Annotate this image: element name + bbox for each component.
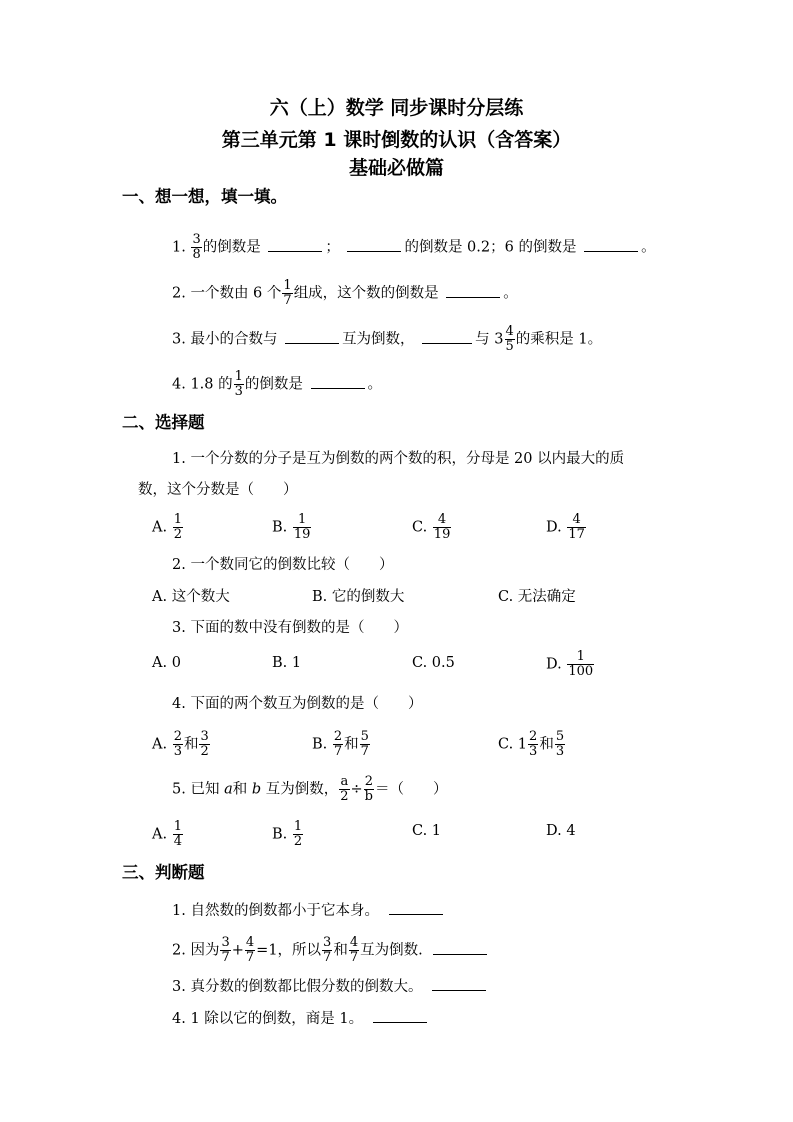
- fraction: $\frac{5}{7}$: [360, 729, 369, 759]
- s1-question-3: 3. 最小的合数与 互为倒数， 与 3 $\frac{4}{5}$ 的乘积是 1。: [172, 324, 603, 354]
- s1-question-4: 4. 1.8 的 $\frac{1}{3}$ 的倒数是 。: [172, 369, 383, 399]
- answer-blank[interactable]: [285, 329, 339, 344]
- fraction: $\frac{1}{2}$: [173, 512, 182, 542]
- section-1-title: 一、想一想，填一填。: [122, 187, 287, 206]
- answer-blank[interactable]: [347, 237, 401, 252]
- title-line-3: 基础必做篇: [348, 157, 444, 179]
- s2-q2-text: 2. 一个数同它的倒数比较（ ）: [172, 557, 394, 573]
- fraction: $\frac{2}{3}$: [173, 729, 182, 759]
- s3-question-2: 2. 因为 $\frac{3}{7}$ + $\frac{4}{7}$ =1，所以 $\frac{3}{7}$ 和 $\frac{4}{7}$ 互为倒数.: [172, 936, 490, 965]
- fraction: $\frac{4}{19}$: [433, 512, 451, 542]
- fraction: $\frac{2}{7}$: [333, 729, 343, 759]
- s3-question-4: 4. 1 除以它的倒数，商是 1。: [172, 1008, 430, 1028]
- s2-q4-option-c[interactable]: C. 1 $\frac{2}{3}$ 和 $\frac{5}{3}$: [498, 729, 565, 759]
- fraction: $\frac{4}{17}$: [568, 512, 585, 542]
- s2-q2-option-a[interactable]: A. 这个数大: [152, 589, 230, 605]
- s2-q2-option-c[interactable]: C. 无法确定: [498, 589, 576, 605]
- s1-question-1: 1. $\frac{3}{8}$ 的倒数是 ； 的倒数是 0.2；6 的倒数是 。: [172, 232, 656, 262]
- s2-q1-option-d[interactable]: D. $\frac{4}{17}$: [546, 512, 585, 542]
- s2-q3-option-b[interactable]: B. 1: [272, 655, 302, 671]
- fraction: $\frac{3}{7}$: [221, 935, 230, 965]
- s2-q3-option-c[interactable]: C. 0.5: [412, 655, 455, 671]
- fraction: $\frac{1}{4}$: [173, 819, 182, 849]
- fraction: $\frac{1}{100}$: [568, 649, 594, 679]
- s3-question-1: 1. 自然数的倒数都小于它本身。: [172, 900, 446, 920]
- fraction: $\frac{3}{8}$: [192, 232, 201, 262]
- s2-q1-option-c[interactable]: C. $\frac{4}{19}$: [412, 512, 451, 542]
- s2-q4-option-a[interactable]: A. $\frac{2}{3}$ 和 $\frac{3}{2}$: [152, 729, 209, 759]
- answer-blank[interactable]: [389, 900, 443, 915]
- s2-q5-text: 5. 已知 a和 b 互为倒数， $\frac{a}{2}$ ÷ $\frac{2}{b}$ ＝（ ）: [172, 774, 448, 804]
- fraction: $\frac{1}{2}$: [293, 819, 303, 849]
- fraction: $\frac{1}{19}$: [293, 512, 311, 542]
- s2-q1-option-a[interactable]: A. $\frac{1}{2}$: [152, 512, 182, 542]
- s2-q5-option-c[interactable]: C. 1: [412, 823, 442, 839]
- s2-q3-option-d[interactable]: D. $\frac{1}{100}$: [546, 649, 594, 679]
- s2-q5-option-b[interactable]: B. $\frac{1}{2}$: [272, 819, 303, 849]
- s2-q2-option-b[interactable]: B. 它的倒数大: [312, 589, 405, 605]
- fraction: $\frac{3}{2}$: [200, 729, 209, 759]
- s2-q3-text: 3. 下面的数中没有倒数的是（ ）: [172, 620, 408, 636]
- s3-question-3: 3. 真分数的倒数都比假分数的倒数大。: [172, 976, 489, 996]
- title-line-1: 六（上）数学 同步课时分层练: [269, 97, 524, 119]
- answer-blank[interactable]: [584, 237, 638, 252]
- answer-blank[interactable]: [446, 283, 500, 298]
- answer-blank[interactable]: [422, 329, 472, 344]
- s2-q5-option-a[interactable]: A. $\frac{1}{4}$: [152, 819, 182, 849]
- s2-q1-option-b[interactable]: B. $\frac{1}{19}$: [272, 512, 311, 542]
- answer-blank[interactable]: [432, 976, 486, 991]
- section-2-title: 二、选择题: [122, 413, 205, 432]
- fraction: $\frac{4}{7}$: [349, 935, 359, 965]
- section-3-title: 三、判断题: [122, 863, 205, 882]
- fraction: $\frac{2}{b}$: [364, 774, 373, 804]
- fraction: $\frac{1}{3}$: [234, 369, 243, 399]
- answer-blank[interactable]: [268, 237, 322, 252]
- s2-q4-option-b[interactable]: B. $\frac{2}{7}$ 和 $\frac{5}{7}$: [312, 729, 369, 759]
- s1-question-2: 2. 一个数由 6 个 $\frac{1}{7}$ 组成，这个数的倒数是 。: [172, 278, 518, 308]
- fraction: $\frac{5}{3}$: [555, 729, 565, 759]
- title-line-2: 第三单元第 1 课时倒数的认识（含答案）: [221, 129, 572, 151]
- fraction: $\frac{2}{3}$: [529, 729, 538, 759]
- fraction: $\frac{1}{7}$: [283, 278, 292, 308]
- fraction: $\frac{4}{7}$: [245, 935, 255, 965]
- answer-blank[interactable]: [311, 374, 365, 389]
- s2-q1-line-1: 1. 一个分数的分子是互为倒数的两个数的积，分母是 20 以内最大的质: [172, 451, 625, 467]
- s2-q1-line-2: 数，这个分数是（ ）: [138, 482, 298, 498]
- answer-blank[interactable]: [433, 940, 487, 955]
- answer-blank[interactable]: [373, 1008, 427, 1023]
- fraction: $\frac{a}{2}$: [340, 774, 349, 804]
- s2-q4-text: 4. 下面的两个数互为倒数的是（ ）: [172, 696, 423, 712]
- fraction: $\frac{3}{7}$: [323, 935, 332, 965]
- s2-q5-option-d[interactable]: D. 4: [546, 823, 576, 839]
- fraction: $\frac{4}{5}$: [505, 324, 514, 354]
- s2-q3-option-a[interactable]: A. 0: [152, 655, 181, 671]
